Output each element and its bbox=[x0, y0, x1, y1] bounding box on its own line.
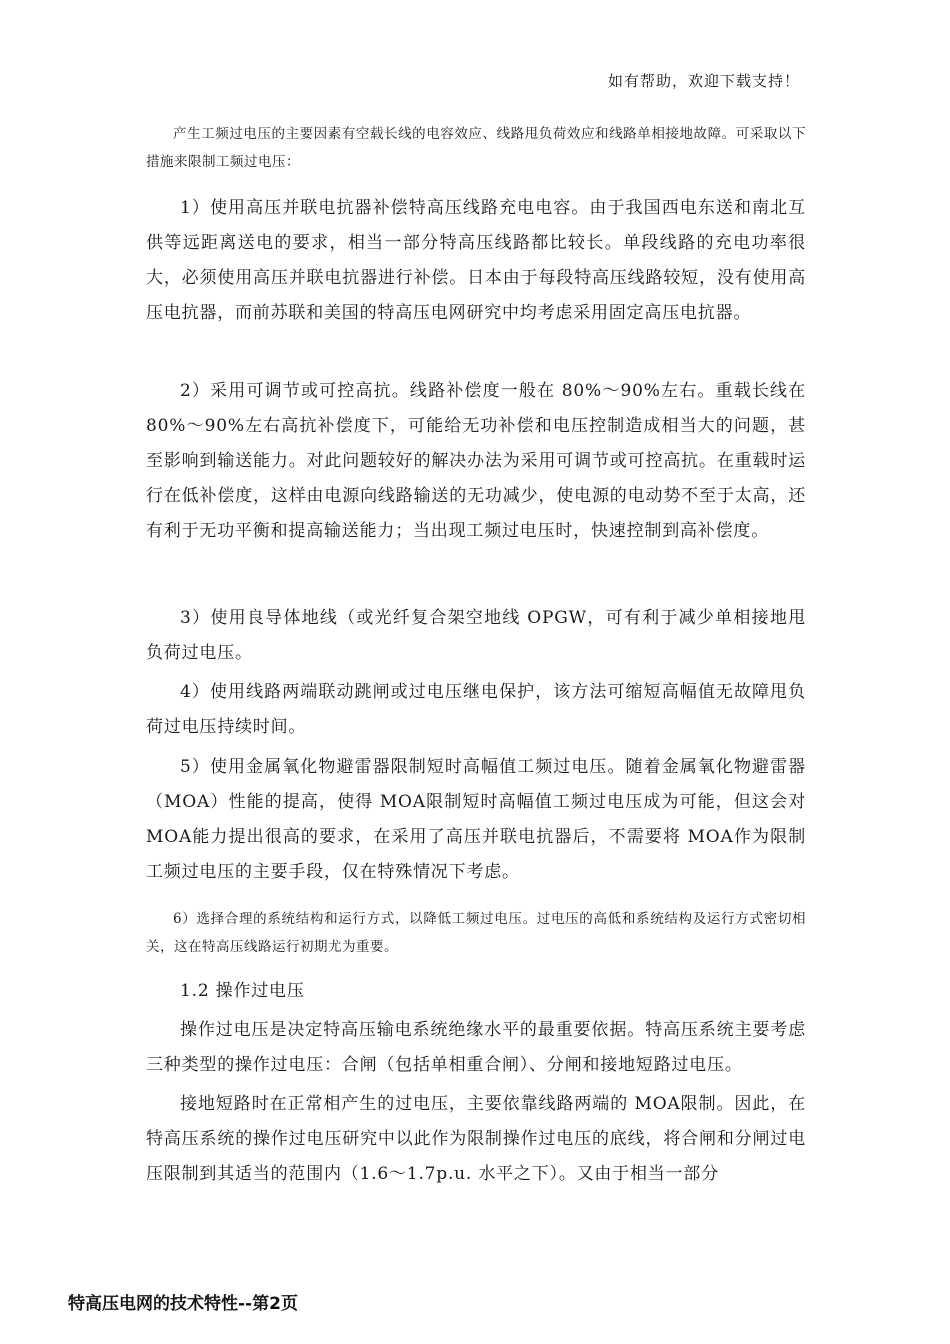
paragraph-switching-overvoltage: 操作过电压是决定特高压输电系统绝缘水平的最重要依据。特高压系统主要考虑三种类型的操作过电压：合闸（包括单相重合闸）、分闸和接地短路过电压。 bbox=[146, 1020, 806, 1075]
paragraph-ground-fault: 接地短路时在正常相产生的过电压，主要依靠线路两端的 MOA限制。因此，在特高压系统的操作过电压研究中以此作为限制操作过电压的底线，将合闸和分闸过电压限制到其适当的范围内（1.6～1.7p.u. 水平之下）。又由于相当一部分 bbox=[146, 1094, 806, 1184]
paragraph-measure-2: 2）采用可调节或可控高抗。线路补偿度一般在 80%～90%左右。重载长线在 80%～90%左右高抗补偿度下，可能给无功补偿和电压控制造成相当大的问题，甚至影响到输送能力。对此问题较好的解决办法为采用可调节或可控高抗。在重载时运行在低补偿度，这样由电源向线路输送的无功减少，使电源的电动势不至于太高，还有利于无功平衡和提高输送能力；当出现工频过电压时，快速控制到高补偿度。 bbox=[146, 381, 806, 541]
section-heading: 1.2 操作过电压 bbox=[180, 981, 305, 1001]
paragraph-measure-4: 4）使用线路两端联动跳闸或过电压继电保护，该方法可缩短高幅值无故障甩负荷过电压持续时间。 bbox=[146, 682, 806, 737]
paragraph-causes: 产生工频过电压的主要因素有空载长线的电容效应、线路甩负荷效应和线路单相接地故障。可采取以下措施来限制工频过电压： bbox=[146, 126, 806, 170]
paragraph-measure-5: 5）使用金属氧化物避雷器限制短时高幅值工频过电压。随着金属氧化物避雷器（MOA）性能的提高，使得 MOA限制短时高幅值工频过电压成为可能，但这会对 MOA能力提出很高的要求，在采用了高压并联电抗器后，不需要将 MOA作为限制工频过电压的主要手段，仅在特殊情况下考虑。 bbox=[146, 757, 806, 882]
header-note: 如有帮助，欢迎下载支持！ bbox=[608, 72, 801, 90]
paragraph-measure-1: 1）使用高压并联电抗器补偿特高压线路充电电容。由于我国西电东送和南北互供等远距离送电的要求，相当一部分特高压线路都比较长。单段线路的充电功率很大，必须使用高压并联电抗器进行补偿。日本由于每段特高压线路较短，没有使用高压电抗器，而前苏联和美国的特高压电网研究中均考虑采用固定高压电抗器。 bbox=[146, 198, 806, 323]
paragraph-measure-6: 6）选择合理的系统结构和运行方式，以降低工频过电压。过电压的高低和系统结构及运行方式密切相关，这在特高压线路运行初期尤为重要。 bbox=[146, 911, 806, 955]
paragraph-measure-3: 3）使用良导体地线（或光纤复合架空地线 OPGW，可有利于减少单相接地甩负荷过电压。 bbox=[146, 608, 806, 663]
page-footer: 特高压电网的技术特性--第2页 bbox=[68, 1294, 298, 1314]
